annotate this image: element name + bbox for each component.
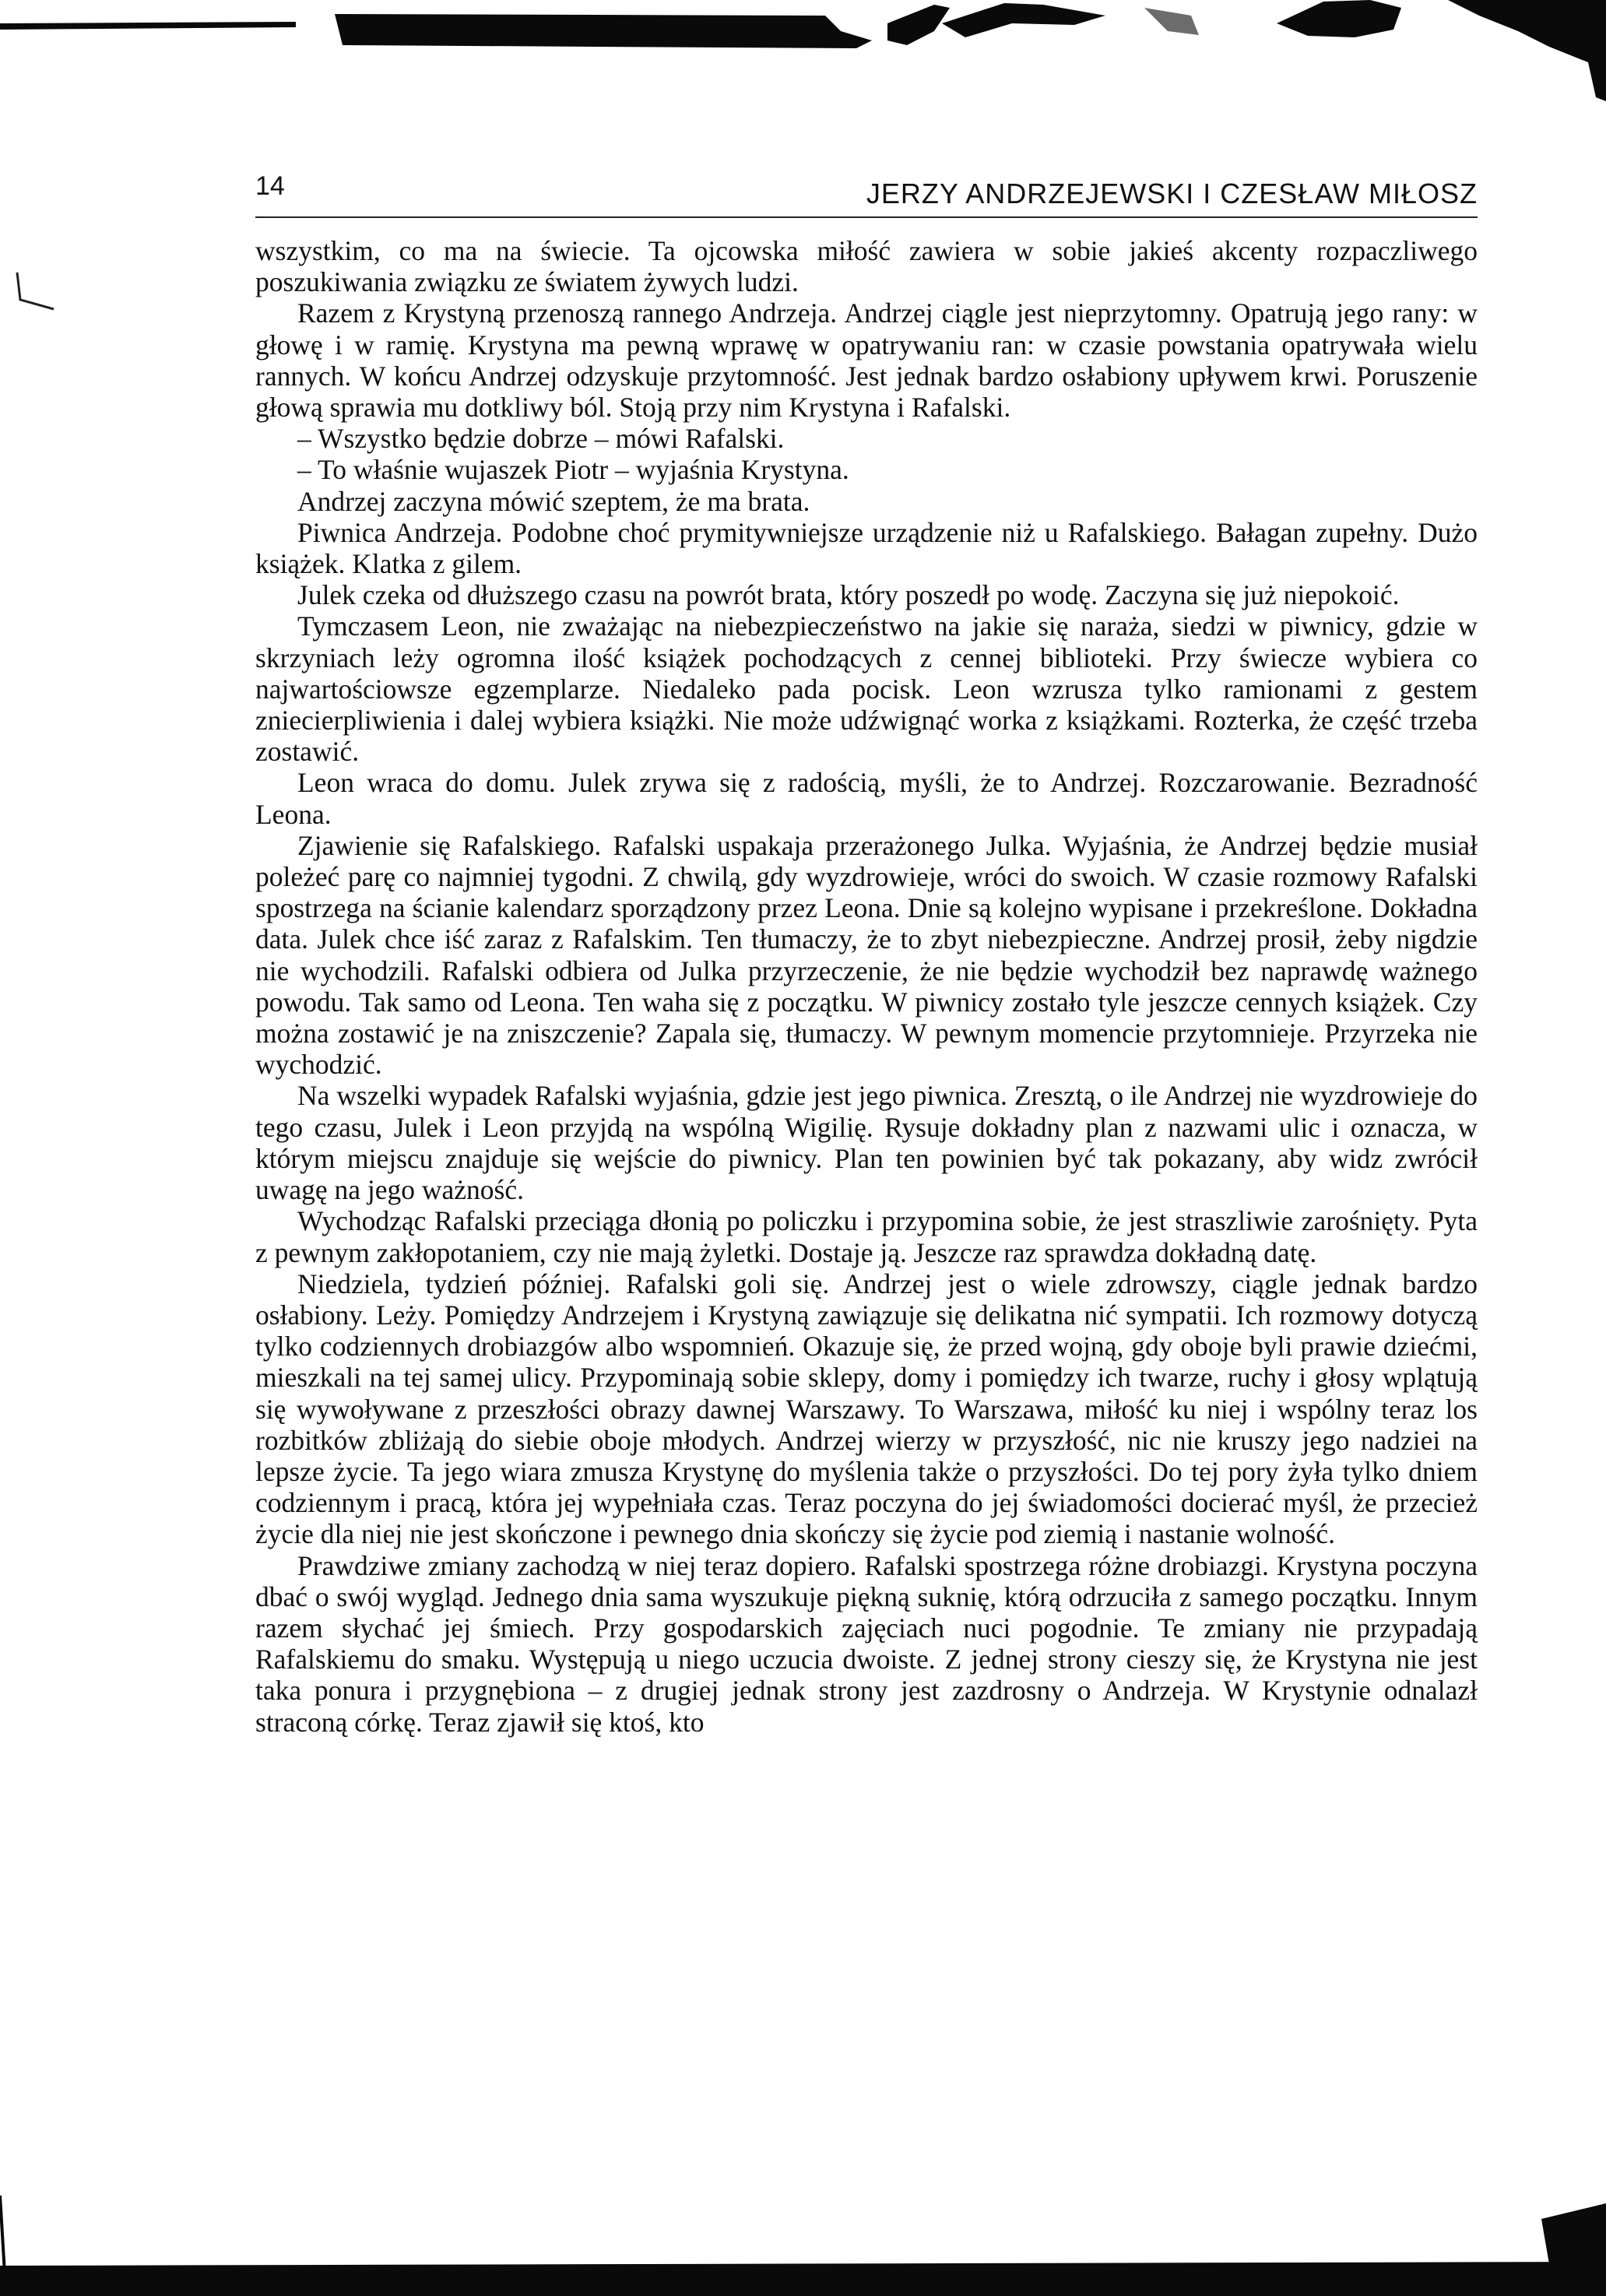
- paragraph: – Wszystko będzie dobrze – mówi Rafalski.: [297, 423, 785, 455]
- scan-artifact-bottom: [0, 2172, 1606, 2296]
- paragraph: Zjawienie się Rafalskiego. Rafalski uspakaja przerażonego Julka. Wyjaśnia, że Andrzej będzie musiał poleżeć parę co najmniej tygodni. Z chwilą, gdy wyzdrowieje, wróci do swoich. W czasie rozmowy Rafalski spostrzega na ścianie kalendarz sporządzony przez Leona. Dnie są kolejno wypisane i przekreślone. Dokładna data. Julek chce iść zaraz z Rafalskim. Ten tłumaczy, że to zbyt niebezpieczne. Andrzej prosił, żeby nigdzie nie wychodzili. Rafalski odbiera od Julka przyrzeczenie, że nie będzie wychodził bez naprawdę ważnego powodu. Tak samo od Leona. Ten waha się z początku. W piwnicy zostało tyle jeszcze cennych książek. Czy można zostawić je na zniszczenie? Zapala się, tłumaczy. W pewnym momencie przytomnieje. Przyrzeka nie wychodzić.: [255, 829, 1478, 1081]
- paragraph: Razem z Krystyną przenoszą rannego Andrzeja. Andrzej ciągle jest nieprzytomny. Opatrują jego rany: w głowę i w ramię. Krystyna ma pewną wprawę w opatrywaniu ran: w czasie powstania opatrywała wielu rannych. W końcu Andrzej odzyskuje przytomność. Jest jednak bardzo osłabiony upływem krwi. Poruszenie głową sprawia mu dotkliwy ból. Stoją przy nim Krystyna i Rafalski.: [255, 297, 1478, 424]
- page-header: [255, 163, 1478, 218]
- paragraph: Leon wraca do domu. Julek zrywa się z radością, myśli, że to Andrzej. Rozczarowanie. Bezradność Leona.: [255, 767, 1478, 830]
- paragraph: Wychodząc Rafalski przeciąga dłonią po policzku i przypomina sobie, że jest straszliwie zarośnięty. Pyta z pewnym zakłopotaniem, czy nie mają żyletki. Dostaje ją. Jeszcze raz sprawdza dokładną datę.: [255, 1205, 1478, 1268]
- paragraph: Andrzej zaczyna mówić szeptem, że ma brata.: [297, 485, 810, 517]
- paragraph: Piwnica Andrzeja. Podobne choć prymitywniejsze urządzenie niż u Rafalskiego. Bałagan zupełny. Dużo książek. Klatka z gilem.: [255, 516, 1478, 580]
- paragraph: Prawdziwe zmiany zachodzą w niej teraz dopiero. Rafalski spostrzega różne drobiazgi. Krystyna poczyna dbać o swój wygląd. Jednego dnia sama wyszukuje piękną suknię, którą odrzuciła z samego początku. Innym razem słychać jej śmiech. Przy gospodarskich zajęciach nuci pogodnie. Te zmiany nie przypadają Rafalskiemu do smaku. Występują u niego uczucia dwoiste. Z jednej strony cieszy się, że Krystyna nie jest taka ponura i przygnębiona – z drugiej jednak strony jest zazdrosny o Andrzeja. W Krystynie odnalazł straconą córkę. Teraz zjawił się ktoś, kto: [255, 1549, 1478, 1738]
- running-head: JERZY ANDRZEJEWSKI I CZESŁAW MIŁOSZ: [866, 178, 1478, 209]
- page-number: 14: [255, 171, 285, 201]
- document-body: [255, 235, 1478, 1738]
- scan-artifact-top: [0, 0, 1606, 101]
- paragraph: Julek czeka od dłuższego czasu na powrót brata, który poszedł po wodę. Zaczyna się już niepokoić.: [297, 579, 1400, 611]
- paragraph: wszystkim, co ma na świecie. Ta ojcowska miłość zawiera w sobie jakieś akcenty rozpaczliwego poszukiwania związku ze światem żywych ludzi.: [255, 235, 1478, 298]
- paragraph: Na wszelki wypadek Rafalski wyjaśnia, gdzie jest jego piwnica. Zresztą, o ile Andrzej nie wyzdrowieje do tego czasu, Julek i Leon przyjdą na wspólną Wigilię. Rysuje dokładny plan z nazwami ulic i oznacza, w którym miejscu znajduje się wejście do piwnicy. Plan ten powinien być tak pokazany, aby widz zwrócił uwagę na jego ważność.: [255, 1080, 1478, 1206]
- paragraph: Tymczasem Leon, nie zważając na niebezpieczeństwo na jakie się naraża, siedzi w piwnicy, gdzie w skrzyniach leży ogromna ilość książek pochodzących z cennej biblioteki. Przy świecze wybiera co najwartościowsze egzemplarze. Niedaleko pada pocisk. Leon wzrusza tylko ramionami z gestem zniecierpliwienia i dalej wybiera książki. Nie może udźwignąć worka z książkami. Rozterka, że część trzeba zostawić.: [255, 610, 1478, 768]
- paragraph: – To właśnie wujaszek Piotr – wyjaśnia Krystyna.: [297, 454, 849, 486]
- margin-check-mark: [11, 269, 58, 315]
- paragraph: Niedziela, tydzień później. Rafalski goli się. Andrzej jest o wiele zdrowszy, ciągle jednak bardzo osłabiony. Leży. Pomiędzy Andrzejem i Krystyną zawiązuje się delikatna nić sympatii. Ich rozmowy dotyczą tylko codziennych drobiazgów albo wspomnień. Okazuje się, że przed wojną, gdy oboje byli prawie dziećmi, mieszkali na tej samej ulicy. Przypominają sobie sklepy, domy i pomiędzy ich twarze, ruchy i głosy wplątują się wywoływane z przeszłości obrazy dawnej Warszawy. To Warszawa, miłość ku niej i wspólny teraz los rozbitków zbliżają do siebie oboje młodych. Andrzej wierzy w przyszłość, nic nie kruszy jego nadziei na lepsze życie. Ta jego wiara zmusza Krystynę do myślenia także o przyszłości. Do tej pory żyła tylko dniem codziennym i pracą, która jej wypełniała czas. Teraz poczyna do jej świadomości docierać myśl, że przecież życie dla niej nie jest skończone i pewnego dnia skończy się życie pod ziemią i nastanie wolność.: [255, 1268, 1478, 1550]
